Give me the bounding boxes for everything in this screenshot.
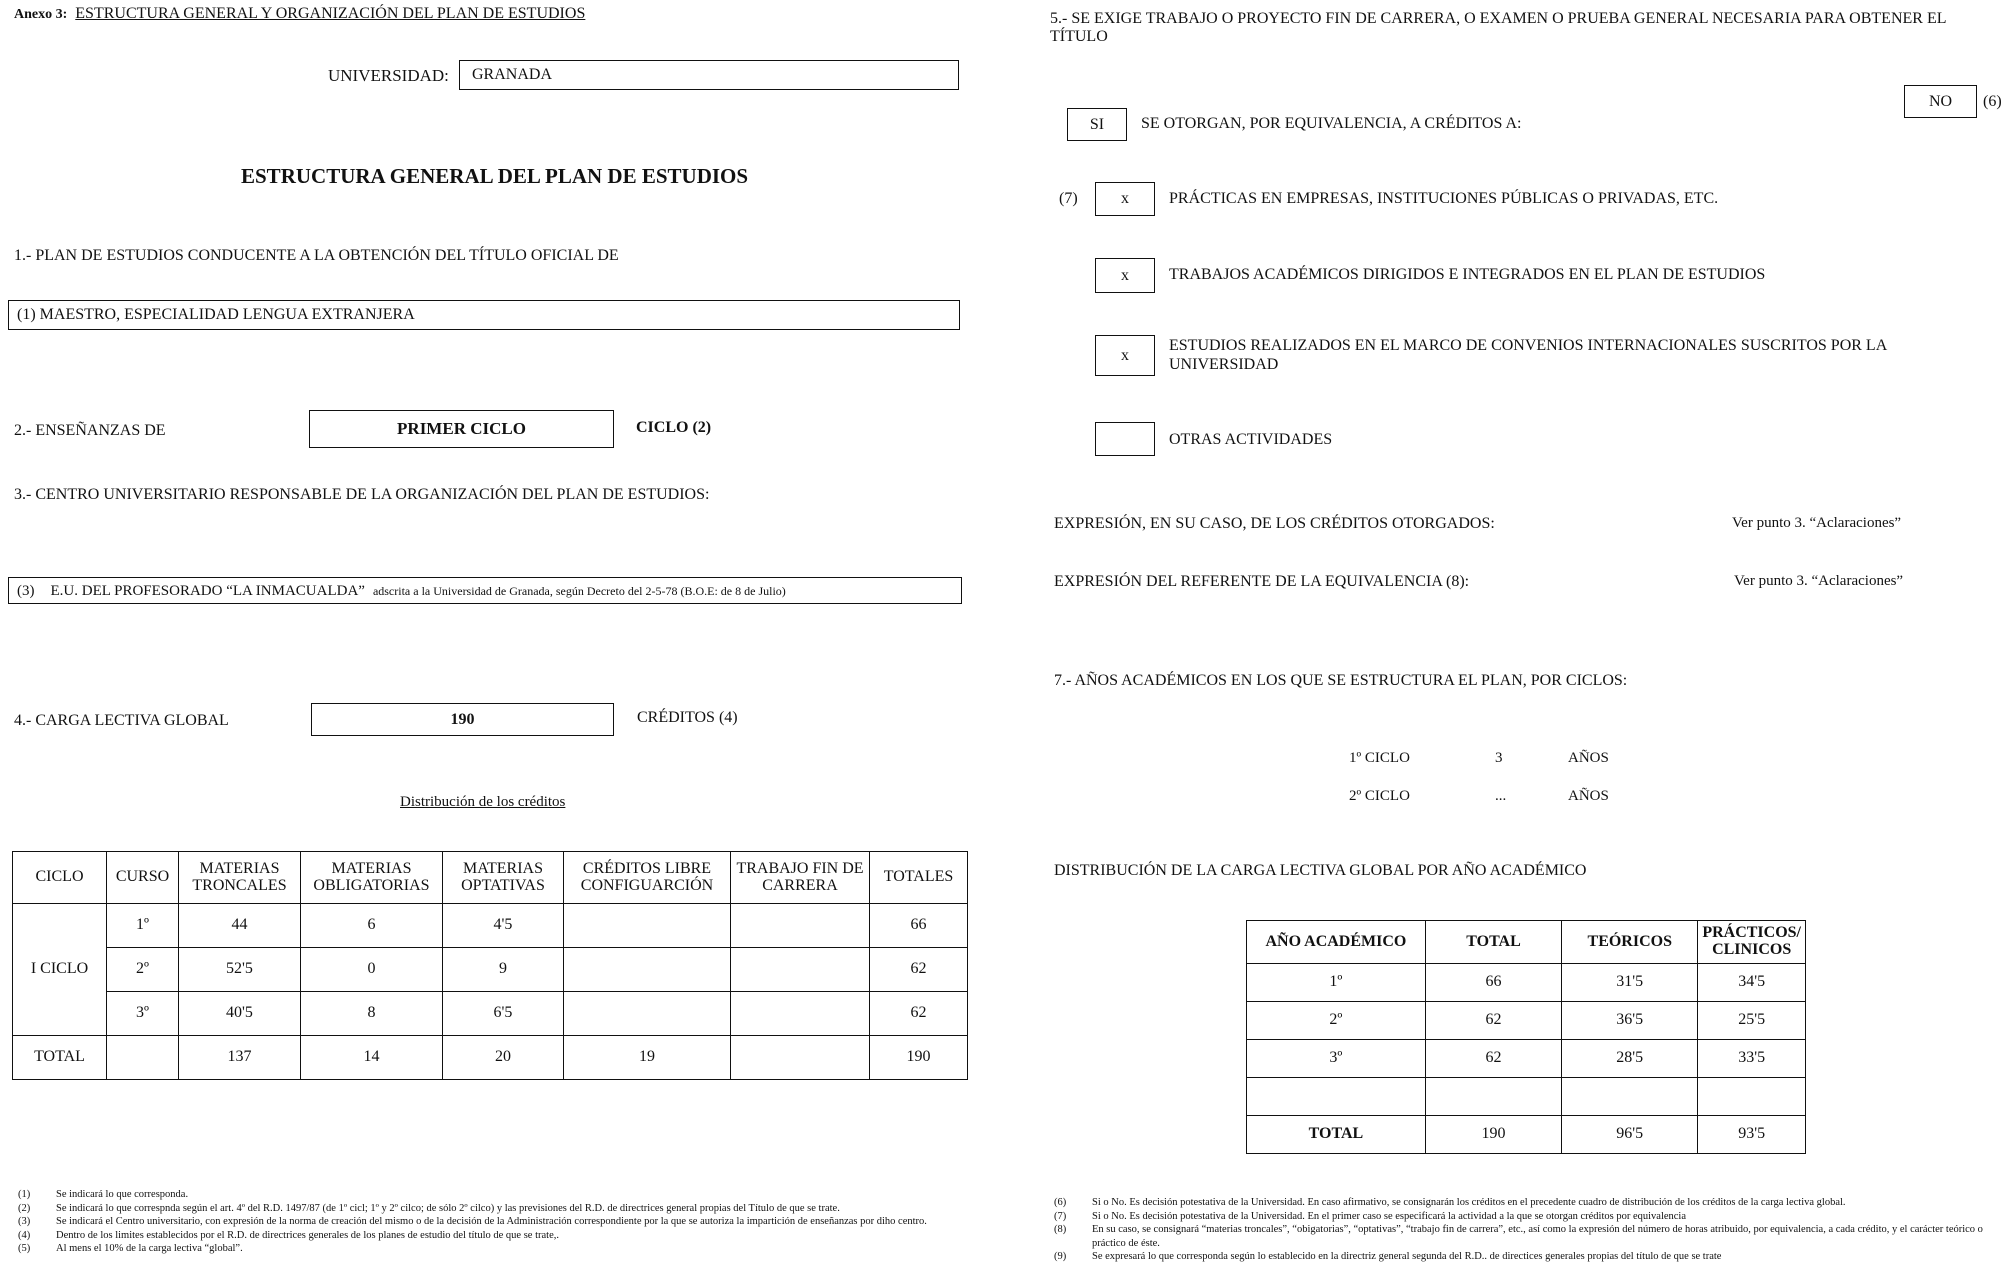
cycle-cell: I CICLO [13, 904, 107, 1036]
expr-ref-value: Ver punto 3. “Aclaraciones” [1734, 573, 1904, 589]
distribution-title: Distribución de los créditos [400, 794, 566, 810]
table-cell: 6'5 [443, 992, 564, 1036]
table-cell: 1º [107, 904, 179, 948]
section5-label: 5.- SE EXIGE TRABAJO O PROYECTO FIN DE CARRERA, O EXAMEN O PRUEBA GENERAL NECESARIA PARA OBTENER EL [1050, 10, 1947, 27]
credits-field [311, 703, 614, 736]
table-cell: 1º [1247, 964, 1426, 1002]
option-trabajos: TRABAJOS ACADÉMICOS DIRIGIDOS E INTEGRADOS EN EL PLAN DE ESTUDIOS [1169, 266, 1766, 283]
check-mark: x [1121, 190, 1129, 207]
table-cell: 6 [301, 904, 443, 948]
table-cell: 137 [179, 1036, 301, 1080]
col-header: TOTALES [870, 852, 968, 904]
table-cell: 36'5 [1562, 1002, 1698, 1040]
table-cell: TOTAL [1247, 1116, 1426, 1154]
university-label: UNIVERSIDAD: [328, 66, 449, 85]
option-otras: OTRAS ACTIVIDADES [1169, 431, 1333, 448]
si-text: SE OTORGAN, POR EQUIVALENCIA, A CRÉDITOS A: [1141, 115, 1522, 132]
page-title: ESTRUCTURA GENERAL DEL PLAN DE ESTUDIOS [241, 164, 749, 188]
option-convenios-cont: UNIVERSIDAD [1169, 356, 1279, 373]
checkbox-practicas [1095, 182, 1155, 216]
table-cell [731, 992, 870, 1036]
check-mark: x [1121, 266, 1129, 284]
col-header: CICLO [13, 852, 107, 904]
credits-value: 190 [450, 710, 475, 728]
table-cell: 2º [1247, 1002, 1426, 1040]
section4-label: 4.- CARGA LECTIVA GLOBAL [14, 712, 229, 729]
table-cell: 28'5 [1562, 1040, 1698, 1078]
footnote: (6) Si o No. Es decisión potestativa de la Universidad. En caso afirmativo, se consignarán los créditos en el precedente cuadro de distribución de los créditos de la carga lectiva global. [1054, 1197, 1846, 1208]
cycle-suffix: CICLO (2) [636, 419, 712, 436]
col-header: TRABAJO FIN DE CARRERA [731, 852, 870, 904]
footnote: (4) Dentro de los limites establecidos por el R.D. de directrices generales de los planes de estudio del título de que se trate,. [18, 1229, 559, 1241]
table-row [13, 948, 968, 992]
table-row [13, 992, 968, 1036]
table-row [1247, 1002, 1806, 1040]
expr-credits-label: EXPRESIÓN, EN SU CASO, DE LOS CRÉDITOS OTORGADOS: [1054, 515, 1495, 532]
table-cell [564, 948, 731, 992]
si-box [1067, 108, 1127, 141]
table-cell: 62 [870, 948, 968, 992]
degree-value: (1) MAESTRO, ESPECIALIDAD LENGUA EXTRANJERA [17, 306, 415, 323]
checkbox-convenios [1095, 335, 1155, 376]
table-cell: 2º [107, 948, 179, 992]
footnote: (2) Se indicará lo que correspnda según el art. 4º del R.D. 1497/87 (de 1º cicl; 1º y 2º cilco; de sólo 2º cilco) y las previsiones del R.D. de directrices general propias del Título de que se trate. [18, 1202, 840, 1214]
no-box [1904, 85, 1977, 118]
footnote: (9) Se expresará lo que corresponda según lo establecido en la directriz general segunda del R.D.. de directices generales propias del título de que se trate [1054, 1251, 1722, 1262]
cycle-value: PRIMER CICLO [397, 419, 526, 438]
table-cell: 34'5 [1698, 964, 1806, 1002]
table-cell: 9 [443, 948, 564, 992]
section5-label-cont: TÍTULO [1050, 28, 1108, 45]
option-convenios: ESTUDIOS REALIZADOS EN EL MARCO DE CONVENIOS INTERNACIONALES SUSCRITOS POR LA [1169, 337, 1888, 354]
table-cell: 93'5 [1698, 1116, 1806, 1154]
si-value: SI [1089, 115, 1105, 133]
table-cell: 44 [179, 904, 301, 948]
cycle2-name: 2º CICLO [1349, 788, 1410, 804]
col-header: AÑO ACADÉMICO [1247, 921, 1426, 964]
carga-title: DISTRIBUCIÓN DE LA CARGA LECTIVA GLOBAL POR AÑO ACADÉMICO [1054, 862, 1587, 879]
cycle1-name: 1º CICLO [1349, 750, 1410, 766]
col-header: MATERIAS TRONCALES [179, 852, 301, 904]
col-header: MATERIAS OBLIGATORIAS [301, 852, 443, 904]
table-cell: TOTAL [13, 1036, 107, 1080]
section3-label: 3.- CENTRO UNIVERSITARIO RESPONSABLE DE LA ORGANIZACIÓN DEL PLAN DE ESTUDIOS: [14, 486, 710, 503]
footnote: (8) En su caso, se consignará “materias troncales”, “obigatorias”, “optativas”, “trabajo fin de carrera”, etc., así como la expresión del número de horas atribuido, por equivalencia, a cada crédito, y el carácter teórico o práctico de éste. [1054, 1224, 1983, 1249]
table-cell: 20 [443, 1036, 564, 1080]
table-cell [1698, 1078, 1806, 1116]
table-cell: 62 [1425, 1002, 1561, 1040]
table-cell: 0 [301, 948, 443, 992]
table-row [1247, 1040, 1806, 1078]
table-cell [107, 1036, 179, 1080]
footnotes-right [1054, 1196, 2004, 1264]
table-cell [1562, 1078, 1698, 1116]
table-cell: 25'5 [1698, 1002, 1806, 1040]
annex-heading: Anexo 3: ESTRUCTURA GENERAL Y ORGANIZACIÓN DEL PLAN DE ESTUDIOS [14, 5, 586, 22]
col-header: CURSO [107, 852, 179, 904]
table-cell: 14 [301, 1036, 443, 1080]
col-header: MATERIAS OPTATIVAS [443, 852, 564, 904]
footnotes-left [18, 1188, 973, 1256]
table-cell: 62 [870, 992, 968, 1036]
center-note: adscrita a la Universidad de Granada, según Decreto del 2-5-78 (B.O.E: de 8 de Julio) [372, 584, 786, 598]
cycle1-unit: AÑOS [1568, 750, 1609, 766]
table-cell: 96'5 [1562, 1116, 1698, 1154]
cycle-field [309, 410, 614, 448]
total-row [13, 1036, 968, 1080]
section2-label: 2.- ENSEÑANZAS DE [14, 422, 166, 439]
section1-label: 1.- PLAN DE ESTUDIOS CONDUCENTE A LA OBTENCIÓN DEL TÍTULO OFICIAL DE [14, 247, 619, 264]
table-cell [564, 904, 731, 948]
footnote: (5) Al mens el 10% de la carga lectiva “global”. [18, 1243, 243, 1254]
footnote: (1) Se indicará lo que corresponda. [18, 1189, 189, 1200]
no-value: NO [1928, 92, 1953, 110]
table-cell: 8 [301, 992, 443, 1036]
expr-ref-label: EXPRESIÓN DEL REFERENTE DE LA EQUIVALENCIA (8): [1054, 573, 1470, 590]
checkbox-trabajos [1095, 258, 1155, 293]
table-cell [731, 904, 870, 948]
carga-header-row [1247, 921, 1806, 964]
distribution-header-row [13, 852, 968, 904]
cycle2-unit: AÑOS [1568, 788, 1609, 804]
table-row [13, 904, 968, 948]
option-practicas: PRÁCTICAS EN EMPRESAS, INSTITUCIONES PÚBLICAS O PRIVADAS, ETC. [1169, 190, 1719, 207]
no-ref: (6) [1983, 93, 2002, 110]
cycle2-years: ... [1495, 788, 1507, 804]
table-cell: 190 [1425, 1116, 1561, 1154]
center-field [8, 577, 962, 604]
center-name: E.U. DEL PROFESORADO “LA INMACUALDA” [50, 583, 365, 599]
table-cell: 52'5 [179, 948, 301, 992]
table-cell: 33'5 [1698, 1040, 1806, 1078]
table-cell: 66 [870, 904, 968, 948]
footnote: (7) Si o No. Es decisión potestativa de la Universidad. En el primer caso se especificará la actividad a la que se otorgan créditos por equivalencia [1054, 1210, 1687, 1222]
center-num: (3) [17, 583, 35, 599]
col-header: PRÁCTICOS/ CLINICOS [1698, 921, 1806, 964]
footnote: (3) Se indicará el Centro universitario, con expresión de la norma de creación del mismo o de la decisión de la Administración correspondiente por la que se autoriza la impartición de enseñanzas por diho centro. [18, 1216, 927, 1227]
credits-suffix: CRÉDITOS (4) [637, 709, 738, 726]
table-cell: 190 [870, 1036, 968, 1080]
carga-table [1246, 920, 1806, 1154]
table-cell [731, 948, 870, 992]
table-cell [1425, 1078, 1561, 1116]
table-cell: 62 [1425, 1040, 1561, 1078]
table-cell: 31'5 [1562, 964, 1698, 1002]
ref7: (7) [1059, 190, 1078, 207]
table-cell: 3º [107, 992, 179, 1036]
table-cell: 4'5 [443, 904, 564, 948]
annex-title: ESTRUCTURA GENERAL Y ORGANIZACIÓN DEL PLAN DE ESTUDIOS [75, 5, 586, 22]
degree-field [8, 300, 960, 330]
university-value: GRANADA [472, 66, 552, 83]
total-row [1247, 1116, 1806, 1154]
university-field [459, 60, 959, 90]
table-cell [1247, 1078, 1426, 1116]
table-cell: 66 [1425, 964, 1561, 1002]
cycle1-years: 3 [1495, 750, 1503, 766]
table-row [1247, 1078, 1806, 1116]
table-cell: 3º [1247, 1040, 1426, 1078]
table-row [1247, 964, 1806, 1002]
table-cell: 40'5 [179, 992, 301, 1036]
table-cell: 19 [564, 1036, 731, 1080]
col-header: TEÓRICOS [1562, 921, 1698, 964]
table-cell [731, 1036, 870, 1080]
section7-label: 7.- AÑOS ACADÉMICOS EN LOS QUE SE ESTRUCTURA EL PLAN, POR CICLOS: [1054, 672, 1628, 689]
distribution-table [12, 851, 968, 1080]
checkbox-otras [1095, 422, 1155, 456]
col-header: TOTAL [1425, 921, 1561, 964]
check-mark: x [1121, 346, 1129, 364]
col-header: CRÉDITOS LIBRE CONFIGUARCIÓN [564, 852, 731, 904]
expr-credits-value: Ver punto 3. “Aclaraciones” [1732, 515, 1902, 531]
table-cell [564, 992, 731, 1036]
